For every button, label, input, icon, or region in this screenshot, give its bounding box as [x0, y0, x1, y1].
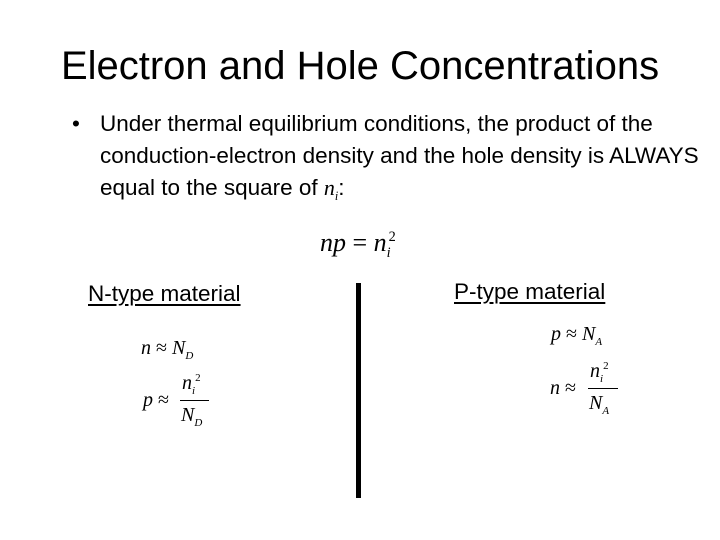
n-type-eq2-lhs: p ≈ — [143, 389, 169, 411]
n-type-eq2-fraction-bar — [180, 400, 209, 401]
main-equation: np = $n_i^2$ — [320, 228, 396, 262]
p-type-eq2-fraction-bar — [588, 388, 618, 389]
p-type-eq2-numerator: $n_i^2$ — [590, 360, 609, 385]
n-type-eq2-denominator: $N_D$ — [181, 404, 203, 429]
ni-symbol: $n_i$ — [323, 175, 339, 204]
p-type-heading: P-type material — [454, 279, 606, 304]
n-type-eq2-numerator: $n_i^2$ — [182, 372, 201, 397]
p-type-eq2-lhs: n ≈ — [550, 377, 576, 399]
p-type-eq1: $p \approx N_A$ — [551, 323, 603, 348]
column-divider — [356, 283, 361, 498]
slide-title: Electron and Hole Concentrations — [60, 44, 660, 88]
bullet-text: Under thermal equilibrium conditions, the product of the conduction-electron density and the hole density is ALWAYS equal to the square of — [100, 111, 699, 200]
n-type-heading: N-type material — [88, 281, 241, 306]
bullet-suffix: : — [338, 175, 345, 200]
n-type-eq1: $n \approx N_D$ — [141, 337, 194, 362]
bullet-symbol: • — [72, 111, 80, 136]
bullet-text-block — [100, 108, 700, 207]
p-type-eq2-denominator: $N_A$ — [589, 392, 610, 417]
